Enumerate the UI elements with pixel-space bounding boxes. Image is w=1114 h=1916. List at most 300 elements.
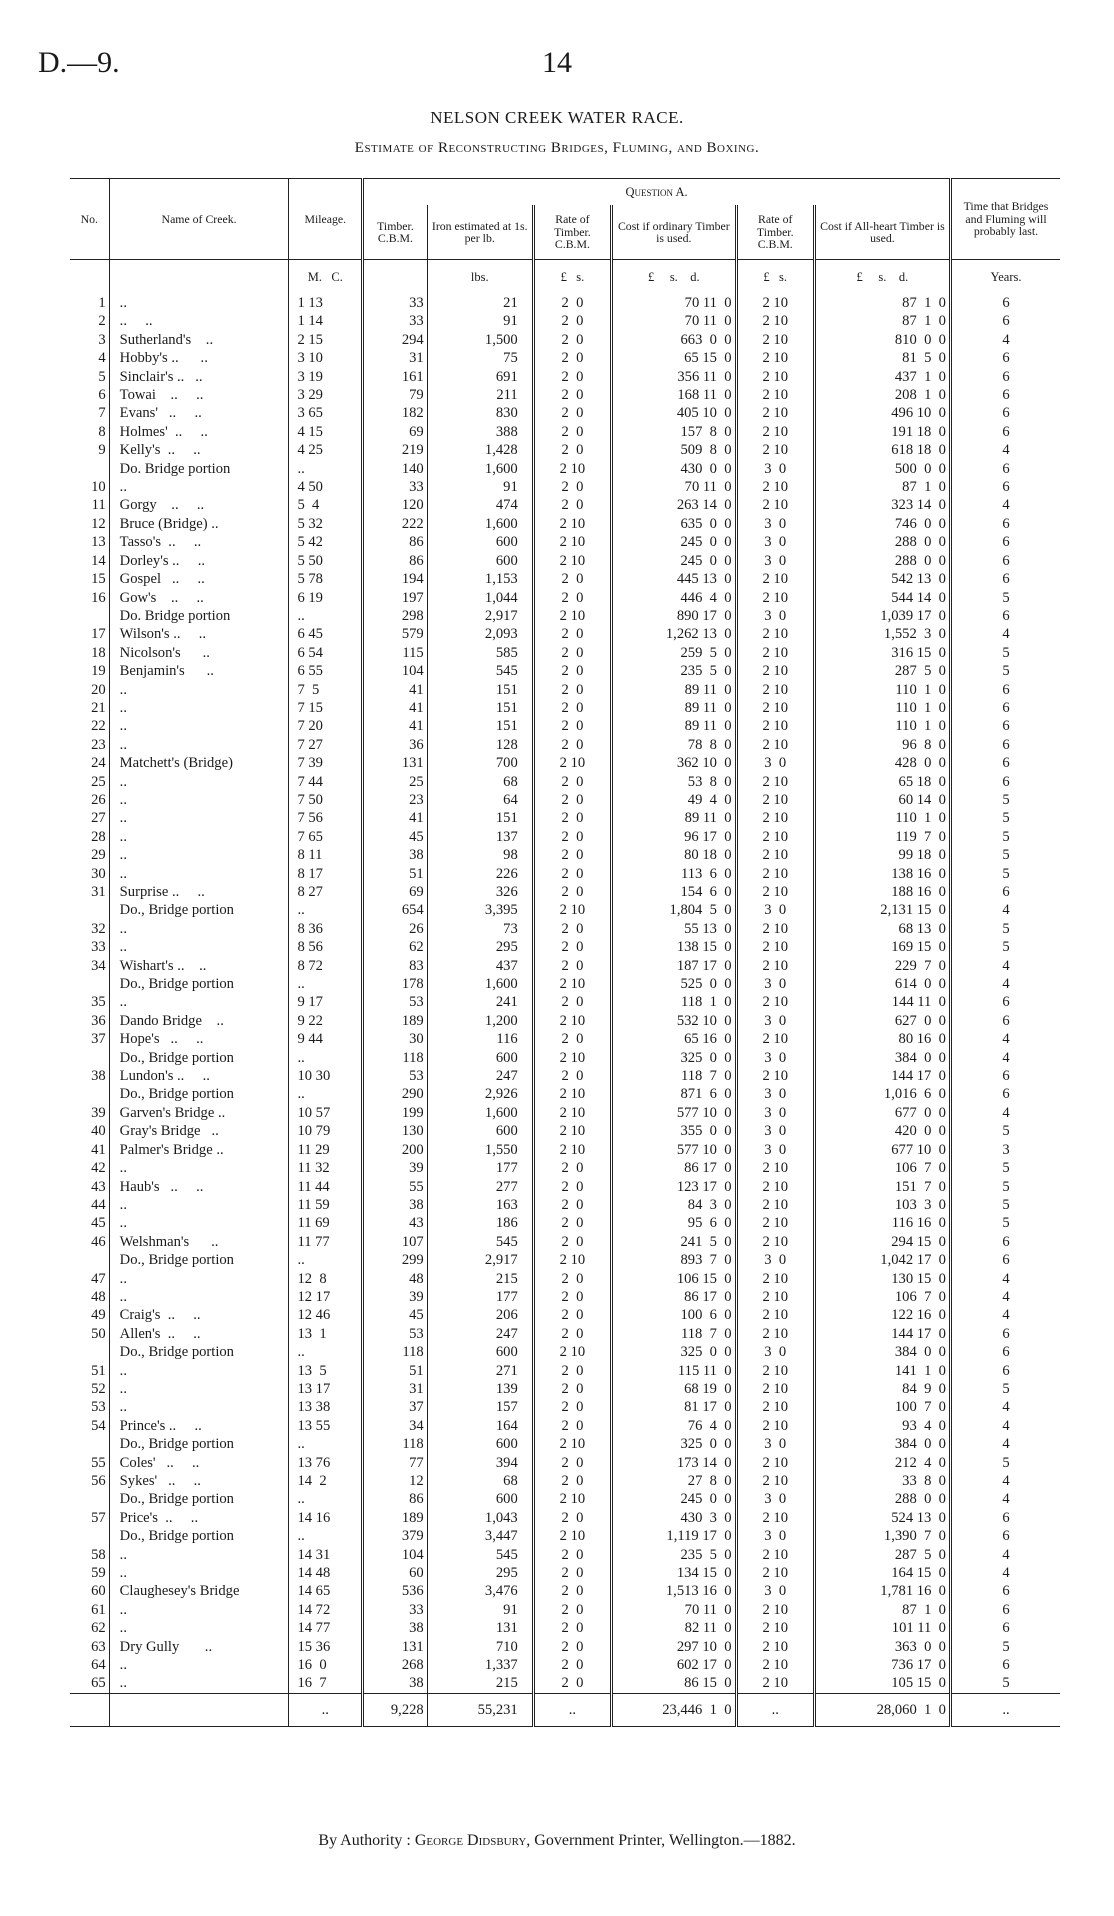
table-row xyxy=(70,1288,1060,1306)
cell-life: 4 xyxy=(950,496,1060,514)
cell-no: 29 xyxy=(91,847,106,864)
cell-mileage: 7 15 xyxy=(289,699,363,717)
cell-mileage: 6 55 xyxy=(289,662,363,680)
cell-iron: 128 xyxy=(427,736,533,754)
cell-rate-allheart: 2 10 xyxy=(736,1656,814,1674)
cell-rate-ordinary: 2 10 xyxy=(533,1012,611,1030)
cell-life: 6 xyxy=(950,460,1060,478)
cell-iron: 545 xyxy=(427,662,533,680)
cell-mileage: 7 44 xyxy=(289,773,363,791)
cell-rate-ordinary: 2 0 xyxy=(533,294,611,312)
cell-rate-allheart: 2 10 xyxy=(736,1067,814,1085)
header-row xyxy=(70,179,1060,206)
cell-rate-allheart: 2 10 xyxy=(736,404,814,422)
cell-cost-ordinary: 95 6 0 xyxy=(612,1214,736,1232)
cell-timber: 654 xyxy=(363,901,428,919)
cell-life: 6 xyxy=(950,993,1060,1011)
cell-timber: 36 xyxy=(363,736,428,754)
cell-iron: 73 xyxy=(427,920,533,938)
cell-no: 60 xyxy=(91,1583,106,1600)
cell-creek-name: Dry Gully .. xyxy=(109,1638,289,1656)
cell-iron: 98 xyxy=(427,846,533,864)
cell-no xyxy=(70,975,109,993)
table-row xyxy=(70,441,1060,459)
cell-no: 1 xyxy=(98,295,106,311)
cell-iron: 215 xyxy=(427,1674,533,1693)
cell-timber: 104 xyxy=(363,1546,428,1564)
cell-cost-ordinary: 106 15 0 xyxy=(612,1270,736,1288)
header-mileage: Mileage. xyxy=(289,179,363,260)
cell-rate-allheart: 3 0 xyxy=(736,1141,814,1159)
table-row xyxy=(70,1380,1060,1398)
table-body xyxy=(70,260,1060,1694)
cell-rate-ordinary: 2 0 xyxy=(533,809,611,827)
cell-iron: 206 xyxy=(427,1306,533,1324)
cell-iron: 137 xyxy=(427,828,533,846)
cell-iron: 1,200 xyxy=(427,1012,533,1030)
cell-no: 24 xyxy=(91,755,106,772)
cell-iron: 211 xyxy=(427,386,533,404)
cell-cost-allheart: 542 13 0 xyxy=(814,570,950,588)
cell-mileage: 3 65 xyxy=(289,404,363,422)
cell-cost-ordinary: 245 0 0 xyxy=(612,1490,736,1508)
cell-rate-allheart: 2 10 xyxy=(736,1509,814,1527)
cell-timber: 62 xyxy=(363,938,428,956)
cell-rate-allheart: 3 0 xyxy=(736,1435,814,1453)
cell-timber: 161 xyxy=(363,368,428,386)
cell-creek-name: .. xyxy=(109,1214,289,1232)
cell-cost-allheart: 60 14 0 xyxy=(814,791,950,809)
cell-timber: 115 xyxy=(363,644,428,662)
cell-creek-name: Evans' .. .. xyxy=(109,404,289,422)
cell-no: 14 xyxy=(91,552,106,569)
cell-mileage: 11 32 xyxy=(289,1159,363,1177)
cell-cost-ordinary: 55 13 0 xyxy=(612,920,736,938)
cell-timber: 39 xyxy=(363,1159,428,1177)
cell-cost-ordinary: 871 6 0 xyxy=(612,1085,736,1103)
cell-life: 6 xyxy=(950,1582,1060,1600)
cell-iron: 68 xyxy=(427,1472,533,1490)
table-row xyxy=(70,589,1060,607)
cell-creek-name: Wishart's .. .. xyxy=(109,957,289,975)
cell-rate-allheart: 2 10 xyxy=(736,312,814,330)
cell-iron: 600 xyxy=(427,552,533,570)
cell-no xyxy=(70,1049,109,1067)
cell-creek-name: Sutherland's .. xyxy=(109,331,289,349)
cell-iron: 247 xyxy=(427,1067,533,1085)
cell-rate-ordinary: 2 10 xyxy=(533,533,611,551)
cell-rate-allheart: 2 10 xyxy=(736,809,814,827)
cell-creek-name: .. xyxy=(109,717,289,735)
cell-no: 46 xyxy=(91,1233,106,1250)
table-row xyxy=(70,1656,1060,1674)
cell-cost-ordinary: 890 17 0 xyxy=(612,607,736,625)
cell-life: 6 xyxy=(950,312,1060,330)
cell-cost-ordinary: 263 14 0 xyxy=(612,496,736,514)
cell-mileage: 10 57 xyxy=(289,1104,363,1122)
cell-iron: 600 xyxy=(427,1490,533,1508)
cell-life: 5 xyxy=(950,791,1060,809)
cell-rate-allheart: 3 0 xyxy=(736,1490,814,1508)
cell-rate-allheart: 2 10 xyxy=(736,1601,814,1619)
cell-creek-name: Gray's Bridge .. xyxy=(109,1122,289,1140)
cell-cost-allheart: 1,781 16 0 xyxy=(814,1582,950,1600)
cell-creek-name: Hope's .. .. xyxy=(109,1030,289,1048)
cell-life: 6 xyxy=(950,1233,1060,1251)
header-question-a: Question A. xyxy=(363,179,951,206)
cell-cost-allheart: 212 4 0 xyxy=(814,1454,950,1472)
table-row xyxy=(70,957,1060,975)
cell-mileage: 5 42 xyxy=(289,533,363,551)
cell-mileage: 10 30 xyxy=(289,1067,363,1085)
cell-timber: 23 xyxy=(363,791,428,809)
cell-no: 10 xyxy=(91,479,106,496)
cell-mileage: 4 25 xyxy=(289,441,363,459)
cell-rate-ordinary: 2 0 xyxy=(533,349,611,367)
cell-no: 53 xyxy=(91,1399,106,1416)
cell-cost-allheart: 677 0 0 xyxy=(814,1104,950,1122)
cell-no: 58 xyxy=(91,1546,106,1563)
header-rate-ordinary: Rate of Timber. C.B.M. xyxy=(533,205,611,260)
cell-life: 4 xyxy=(950,1472,1060,1490)
cell-rate-ordinary: 2 0 xyxy=(533,681,611,699)
cell-rate-allheart: 3 0 xyxy=(736,901,814,919)
cell-cost-allheart: 188 16 0 xyxy=(814,883,950,901)
cell-rate-allheart: 3 0 xyxy=(736,607,814,625)
table-row xyxy=(70,570,1060,588)
cell-cost-ordinary: 241 5 0 xyxy=(612,1233,736,1251)
cell-rate-allheart: 3 0 xyxy=(736,754,814,772)
cell-no: 6 xyxy=(98,387,106,404)
cell-life: 4 xyxy=(950,1435,1060,1453)
cell-no: 62 xyxy=(91,1620,106,1637)
unit-life: Years. xyxy=(950,260,1060,295)
cell-mileage: 13 17 xyxy=(289,1380,363,1398)
cell-life: 4 xyxy=(950,1546,1060,1564)
cell-rate-allheart: 2 10 xyxy=(736,1306,814,1324)
cell-life: 5 xyxy=(950,809,1060,827)
cell-rate-ordinary: 2 10 xyxy=(533,1343,611,1361)
cell-no: 16 xyxy=(91,589,106,606)
cell-cost-allheart: 544 14 0 xyxy=(814,589,950,607)
cell-rate-allheart: 3 0 xyxy=(736,1085,814,1103)
cell-creek-name: Do., Bridge portion xyxy=(109,901,289,919)
table-row xyxy=(70,349,1060,367)
cell-timber: 379 xyxy=(363,1527,428,1545)
unit-rate-allheart: £ s. xyxy=(736,260,814,295)
cell-creek-name: Tasso's .. .. xyxy=(109,533,289,551)
cell-cost-allheart: 420 0 0 xyxy=(814,1122,950,1140)
cell-creek-name: Do., Bridge portion xyxy=(109,1049,289,1067)
cell-rate-ordinary: 2 10 xyxy=(533,552,611,570)
cell-rate-allheart: 3 0 xyxy=(736,515,814,533)
table-row xyxy=(70,312,1060,330)
cell-rate-ordinary: 2 0 xyxy=(533,699,611,717)
cell-rate-ordinary: 2 0 xyxy=(533,1417,611,1435)
cell-cost-allheart: 1,016 6 0 xyxy=(814,1085,950,1103)
cell-cost-allheart: 164 15 0 xyxy=(814,1564,950,1582)
cell-timber: 131 xyxy=(363,1638,428,1656)
cell-creek-name: Holmes' .. .. xyxy=(109,423,289,441)
page-number: 14 xyxy=(542,46,572,79)
table-row xyxy=(70,552,1060,570)
cell-iron: 437 xyxy=(427,957,533,975)
table-row xyxy=(70,975,1060,993)
cell-creek-name: Do. Bridge portion xyxy=(109,607,289,625)
table-row xyxy=(70,1251,1060,1269)
cell-timber: 45 xyxy=(363,828,428,846)
cell-rate-ordinary: 2 0 xyxy=(533,1270,611,1288)
cell-rate-ordinary: 2 0 xyxy=(533,1233,611,1251)
cell-mileage: 6 45 xyxy=(289,625,363,643)
cell-life: 5 xyxy=(950,644,1060,662)
cell-cost-allheart: 736 17 0 xyxy=(814,1656,950,1674)
cell-rate-allheart: 2 10 xyxy=(736,846,814,864)
cell-rate-allheart: 3 0 xyxy=(736,460,814,478)
imprint-printer: George Didsbury xyxy=(414,1832,527,1849)
cell-cost-allheart: 68 13 0 xyxy=(814,920,950,938)
cell-rate-allheart: 2 10 xyxy=(736,1362,814,1380)
cell-cost-ordinary: 76 4 0 xyxy=(612,1417,736,1435)
totals-row xyxy=(70,1693,1060,1726)
cell-rate-ordinary: 2 0 xyxy=(533,717,611,735)
cell-rate-allheart: 2 10 xyxy=(736,478,814,496)
cell-rate-ordinary: 2 0 xyxy=(533,791,611,809)
cell-rate-allheart: 3 0 xyxy=(736,975,814,993)
cell-rate-ordinary: 2 0 xyxy=(533,589,611,607)
cell-no: 23 xyxy=(91,736,106,753)
table-row xyxy=(70,1435,1060,1453)
table-row xyxy=(70,644,1060,662)
cell-cost-ordinary: 430 0 0 xyxy=(612,460,736,478)
cell-mileage: 11 69 xyxy=(289,1214,363,1232)
cell-cost-ordinary: 525 0 0 xyxy=(612,975,736,993)
table-row xyxy=(70,699,1060,717)
cell-rate-allheart: 2 10 xyxy=(736,773,814,791)
cell-no xyxy=(70,1085,109,1103)
cell-mileage: 14 48 xyxy=(289,1564,363,1582)
cell-timber: 12 xyxy=(363,1472,428,1490)
cell-rate-allheart: 2 10 xyxy=(736,938,814,956)
cell-mileage: .. xyxy=(289,607,363,625)
cell-creek-name: Do., Bridge portion xyxy=(109,1435,289,1453)
cell-cost-ordinary: 355 0 0 xyxy=(612,1122,736,1140)
cell-cost-allheart: 287 5 0 xyxy=(814,1546,950,1564)
cell-no: 31 xyxy=(91,884,106,900)
cell-no: 39 xyxy=(91,1104,106,1121)
cell-rate-allheart: 2 10 xyxy=(736,681,814,699)
cell-rate-allheart: 3 0 xyxy=(736,552,814,570)
cell-mileage: 15 36 xyxy=(289,1638,363,1656)
cell-mileage: 5 32 xyxy=(289,515,363,533)
cell-cost-allheart: 144 17 0 xyxy=(814,1067,950,1085)
table-row xyxy=(70,920,1060,938)
cell-mileage: 13 1 xyxy=(289,1325,363,1343)
cell-mileage: 5 78 xyxy=(289,570,363,588)
cell-no: 65 xyxy=(91,1675,106,1692)
cell-rate-ordinary: 2 10 xyxy=(533,1435,611,1453)
cell-mileage: 7 56 xyxy=(289,809,363,827)
cell-iron: 1,044 xyxy=(427,589,533,607)
cell-life: 5 xyxy=(950,1674,1060,1693)
cell-iron: 271 xyxy=(427,1362,533,1380)
cell-no: 18 xyxy=(91,644,106,661)
cell-no xyxy=(70,1251,109,1269)
cell-rate-allheart: 2 10 xyxy=(736,920,814,938)
cell-rate-allheart: 3 0 xyxy=(736,1012,814,1030)
cell-mileage: 12 17 xyxy=(289,1288,363,1306)
cell-mileage: 11 59 xyxy=(289,1196,363,1214)
cell-mileage: 9 17 xyxy=(289,993,363,1011)
cell-creek-name: Do., Bridge portion xyxy=(109,1343,289,1361)
cell-life: 6 xyxy=(950,570,1060,588)
cell-rate-ordinary: 2 0 xyxy=(533,1380,611,1398)
cell-rate-ordinary: 2 10 xyxy=(533,1251,611,1269)
cell-rate-ordinary: 2 0 xyxy=(533,441,611,459)
cell-cost-ordinary: 78 8 0 xyxy=(612,736,736,754)
cell-no: 19 xyxy=(91,663,106,680)
cell-creek-name: .. xyxy=(109,1362,289,1380)
cell-cost-allheart: 87 1 0 xyxy=(814,1601,950,1619)
cell-rate-ordinary: 2 0 xyxy=(533,1619,611,1637)
cell-rate-allheart: 3 0 xyxy=(736,1049,814,1067)
table-row xyxy=(70,1030,1060,1048)
cell-life: 3 xyxy=(950,1141,1060,1159)
cell-rate-ordinary: 2 10 xyxy=(533,607,611,625)
cell-timber: 536 xyxy=(363,1582,428,1600)
cell-rate-allheart: 2 10 xyxy=(736,1638,814,1656)
cell-no: 27 xyxy=(91,810,106,827)
header-name: Name of Creek. xyxy=(109,179,289,260)
cell-creek-name: .. xyxy=(109,993,289,1011)
cell-rate-allheart: 2 10 xyxy=(736,1380,814,1398)
cell-life: 5 xyxy=(950,1178,1060,1196)
cell-creek-name: .. xyxy=(109,1656,289,1674)
cell-cost-allheart: 677 10 0 xyxy=(814,1141,950,1159)
cell-iron: 600 xyxy=(427,1049,533,1067)
table-row xyxy=(70,938,1060,956)
cell-cost-allheart: 627 0 0 xyxy=(814,1012,950,1030)
cell-life: 6 xyxy=(950,294,1060,312)
cell-cost-allheart: 144 11 0 xyxy=(814,993,950,1011)
table-row xyxy=(70,1343,1060,1361)
cell-rate-allheart: 2 10 xyxy=(736,625,814,643)
cell-cost-allheart: 384 0 0 xyxy=(814,1049,950,1067)
cell-creek-name: Gospel .. .. xyxy=(109,570,289,588)
cell-life: 4 xyxy=(950,1490,1060,1508)
cell-cost-ordinary: 68 19 0 xyxy=(612,1380,736,1398)
table-row xyxy=(70,1454,1060,1472)
cell-mileage: 11 77 xyxy=(289,1233,363,1251)
cell-cost-allheart: 105 15 0 xyxy=(814,1674,950,1693)
cell-creek-name: .. xyxy=(109,1619,289,1637)
cell-iron: 164 xyxy=(427,1417,533,1435)
cell-no: 12 xyxy=(91,515,106,532)
cell-timber: 290 xyxy=(363,1085,428,1103)
cell-cost-allheart: 208 1 0 xyxy=(814,386,950,404)
header-cost-ordinary: Cost if ordinary Timber is used. xyxy=(612,205,736,260)
table-row xyxy=(70,1122,1060,1140)
cell-mileage: 8 72 xyxy=(289,957,363,975)
cell-life: 5 xyxy=(950,1196,1060,1214)
cell-rate-allheart: 3 0 xyxy=(736,1122,814,1140)
cell-no xyxy=(70,460,109,478)
cell-life: 6 xyxy=(950,717,1060,735)
cell-iron: 2,917 xyxy=(427,607,533,625)
table-row xyxy=(70,1417,1060,1435)
cell-rate-allheart: 2 10 xyxy=(736,1472,814,1490)
table-row xyxy=(70,1049,1060,1067)
cell-life: 5 xyxy=(950,938,1060,956)
cell-rate-ordinary: 2 0 xyxy=(533,1196,611,1214)
cell-creek-name: Welshman's .. xyxy=(109,1233,289,1251)
table-row xyxy=(70,865,1060,883)
page-title: NELSON CREEK WATER RACE. xyxy=(430,108,684,127)
cell-mileage: 8 27 xyxy=(289,883,363,901)
total-cost-ordinary: 23,446 1 0 xyxy=(612,1693,736,1726)
table-row xyxy=(70,331,1060,349)
cell-no: 57 xyxy=(91,1509,106,1526)
cell-cost-allheart: 96 8 0 xyxy=(814,736,950,754)
cell-timber: 118 xyxy=(363,1435,428,1453)
cell-iron: 21 xyxy=(427,294,533,312)
cell-life: 6 xyxy=(950,552,1060,570)
cell-rate-allheart: 2 10 xyxy=(736,1270,814,1288)
cell-rate-ordinary: 2 0 xyxy=(533,1656,611,1674)
cell-iron: 247 xyxy=(427,1325,533,1343)
cell-life: 5 xyxy=(950,589,1060,607)
table-row xyxy=(70,1398,1060,1416)
cell-rate-allheart: 2 10 xyxy=(736,699,814,717)
cell-timber: 83 xyxy=(363,957,428,975)
cell-life: 6 xyxy=(950,368,1060,386)
cell-life: 4 xyxy=(950,1049,1060,1067)
cell-cost-ordinary: 445 13 0 xyxy=(612,570,736,588)
cell-no xyxy=(70,1343,109,1361)
cell-rate-allheart: 2 10 xyxy=(736,331,814,349)
cell-rate-ordinary: 2 0 xyxy=(533,1306,611,1324)
cell-no: 9 xyxy=(98,442,106,459)
cell-mileage: 5 4 xyxy=(289,496,363,514)
cell-mileage: .. xyxy=(289,1343,363,1361)
table-row xyxy=(70,1085,1060,1103)
cell-iron: 139 xyxy=(427,1380,533,1398)
cell-no: 54 xyxy=(91,1417,106,1434)
cell-rate-ordinary: 2 0 xyxy=(533,570,611,588)
cell-rate-allheart: 2 10 xyxy=(736,993,814,1011)
cell-iron: 91 xyxy=(427,478,533,496)
cell-creek-name: Do., Bridge portion xyxy=(109,1251,289,1269)
cell-iron: 2,917 xyxy=(427,1251,533,1269)
cell-life: 6 xyxy=(950,349,1060,367)
cell-cost-allheart: 65 18 0 xyxy=(814,773,950,791)
cell-cost-ordinary: 532 10 0 xyxy=(612,1012,736,1030)
cell-iron: 2,093 xyxy=(427,625,533,643)
cell-rate-allheart: 3 0 xyxy=(736,1104,814,1122)
cell-timber: 120 xyxy=(363,496,428,514)
cell-cost-ordinary: 297 10 0 xyxy=(612,1638,736,1656)
cell-creek-name: .. xyxy=(109,1601,289,1619)
cell-rate-allheart: 2 10 xyxy=(736,1546,814,1564)
cell-no: 37 xyxy=(91,1031,106,1048)
cell-cost-allheart: 87 1 0 xyxy=(814,478,950,496)
cell-rate-allheart: 2 10 xyxy=(736,736,814,754)
cell-cost-allheart: 618 18 0 xyxy=(814,441,950,459)
cell-life: 5 xyxy=(950,662,1060,680)
cell-iron: 131 xyxy=(427,1619,533,1637)
cell-cost-ordinary: 235 5 0 xyxy=(612,662,736,680)
cell-cost-ordinary: 82 11 0 xyxy=(612,1619,736,1637)
